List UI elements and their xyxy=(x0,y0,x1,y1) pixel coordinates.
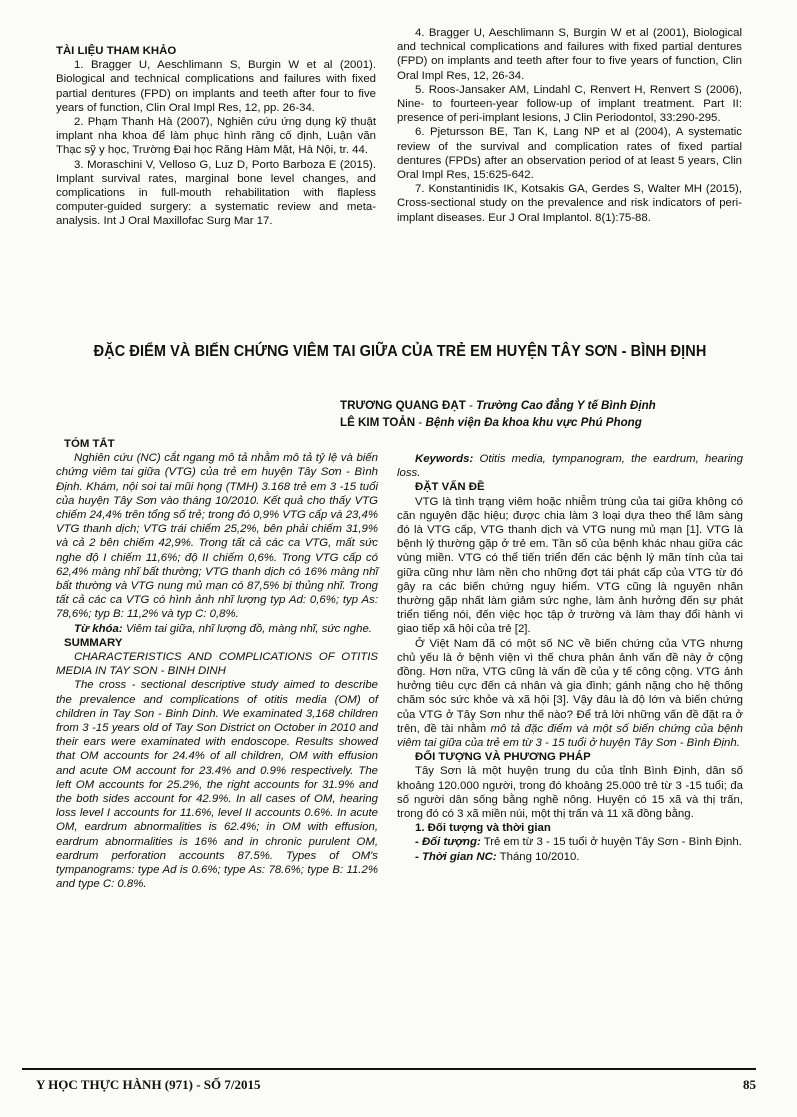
methods-subheading-1: 1. Đối tượng và thời gian xyxy=(415,822,551,835)
methods-subjects xyxy=(397,835,743,849)
subjects-text: Trẻ em từ 3 - 15 tuổi ở huyện Tây Sơn - Bình Định. xyxy=(483,836,742,849)
reference-6: 6. Pjetursson BE, Tan K, Lang NP et al (2004), A systematic review of the survival and complication rates of fixed partial dentures (FPDs) after an observation period of at least 5 years, Clin Oral Impl Res, 15:625-642. xyxy=(397,126,742,182)
keywords-en-text: Otitis media, tympanogram, the eardrum, hearing loss. xyxy=(397,453,743,480)
reference-1: 1. Bragger U, Aeschlimann S, Burgin W et al (2001). Biological and technical complications and failures with fixed partial dentures (FPD) on implants and teeth after four to five years of function, Clin Oral Impl Res, 12, pp. 26-34. xyxy=(56,59,376,114)
references-right-column xyxy=(397,26,742,225)
reference-7: 7. Konstantinidis IK, Kotsakis GA, Gerdes S, Walter MH (2015), Cross-sectional study on the prevalence and risk indicators of peri-implant diseases. Eur J Oral Implantol. 8(1):75-88. xyxy=(397,183,742,224)
abstract-vi-heading: TÓM TẮT xyxy=(64,438,115,450)
author-line-2 xyxy=(340,414,760,431)
references-heading: TÀI LIỆU THAM KHẢO xyxy=(56,45,177,57)
keywords-vi-text: Viêm tai giữa, nhĩ lượng đồ, màng nhĩ, sức nghe. xyxy=(125,622,372,635)
keywords-vi xyxy=(56,622,378,636)
time-text: Tháng 10/2010. xyxy=(499,850,580,863)
author-name: TRƯƠNG QUANG ĐẠT xyxy=(340,399,466,412)
author-separator: - xyxy=(465,399,477,412)
page-footer xyxy=(22,1068,756,1092)
journal-name: Y HỌC THỰC HÀNH (971) - SỐ 7/2015 xyxy=(36,1077,261,1092)
abstract-vi-text: Nghiên cứu (NC) cắt ngang mô tả nhằm mô tả tỷ lệ và biến chứng viêm tai giữa (VTG) của trẻ em huyện Tây Sơn - Bình Định. Khám, nội soi tai mũi họng (TMH) 3.168 trẻ em 3 -15 tuổi của huyện Tây Sơn vào tháng 10/2010. Kết quả cho thấy VTG chiếm 24,4% trên tổng số trẻ; trong đó 0,9% VTG cấp và 23,4% VTG thanh dịch; VTG trái chiếm 25,2%, bên phải chiếm 31,9% và cả 2 bên chiếm 42,9%. Trong tất cả các ca VTG, mất sức nghe độ I chiếm 11,6%; độ II chiếm 0,6%. Trong VTG cấp có 62,4% màng nhĩ bất thường; VTG thanh dịch có 16% màng nhĩ bất thường và VTG nung mủ mạn có 87,5% bị thủng nhĩ. Trong tất cả các ca VTG có hình ảnh nhĩ lượng typ Ad: 0,6%; typ As: 78,6%; typ B: 11,2% và typ C: 0,8%. xyxy=(56,452,378,621)
abstract-en-heading: SUMMARY xyxy=(64,636,123,649)
left-body-column xyxy=(56,437,378,892)
methods-heading: ĐỐI TƯỢNG VÀ PHƯƠNG PHÁP xyxy=(415,751,591,764)
author-block xyxy=(340,397,760,431)
intro-paragraph-2-text: Ở Việt Nam đã có một số NC về biến chứng của VTG nhưng chủ yếu là ở bệnh viện vì thế chưa phản ảnh vấn đề này ở cộng đồng. Hơn nữa, VTG cũng là vấn đề của y tế công cộng. VTG ảnh hưởng tiêu cực đến cá nhân và gia đình; gánh nặng cho hệ thống chăm sóc sức khỏe và xã hội [3]. Vậy đâu là độ lớn và biến chứng của VTG ở Tây Sơn như thế nào? Để trả lời những vấn đề đặt ra ở trên, đề tài nhằm xyxy=(397,637,743,735)
references-left-column xyxy=(56,44,376,229)
methods-time xyxy=(397,850,743,864)
subjects-label: - Đối tượng: xyxy=(415,836,481,849)
right-body-column xyxy=(397,452,743,864)
reference-2: 2. Phạm Thanh Hà (2007), Nghiên cứu ứng dụng kỹ thuật implant nha khoa để làm phục hình răng cố định, Luận văn Thạc sỹ y học, Trường Đại học Răng Hàm Mặt, Hà Nội, tr. 44. xyxy=(56,116,376,157)
author-affiliation: Bệnh viện Đa khoa khu vực Phú Phong xyxy=(425,416,642,429)
intro-paragraph-1: VTG là tình trạng viêm hoặc nhiễm trùng của tai giữa không có căn nguyên đặc hiệu; được chia làm 3 loại dựa theo thể lâm sàng đó là VTG cấp, VTG thanh dịch và VTG nung mủ mạn [1]. VTG là bệnh lý thường gặp ở trẻ em. Tần số của bệnh khác nhau giữa các vùng miền. VTG có thể tiến triển đến các bệnh lý mãn tính của tai giữa cũng như làm nền cho những đợt tái phát cấp của VTG từ đó gây ra các biến chứng nguy hiểm. VTG cũng là nguyên nhân thường gặp nhất làm giảm sức nghe, làm ảnh hưởng đến sự phát triển tiếng nói, đến việc học tập ở trường và làm thay đổi hành vi giao tiếp xã hội của trẻ [2]. xyxy=(397,495,743,636)
intro-aim-text: mô tả đặc điểm và một số biến chứng của bệnh viêm tai giữa của trẻ em từ 3 - 15 tuổi ở huyện Tây Sơn - Bình Định. xyxy=(397,722,744,750)
intro-paragraph-2 xyxy=(397,637,743,751)
abstract-en-title: CHARACTERISTICS AND COMPLICATIONS OF OTITIS MEDIA IN TAY SON - BINH DINH xyxy=(56,651,378,678)
author-separator: - xyxy=(415,416,426,429)
keywords-en xyxy=(397,452,743,480)
author-name: LÊ KIM TOẢN xyxy=(340,416,416,429)
methods-paragraph-1: Tây Sơn là một huyện trung du của tỉnh Bình Định, dân số khoảng 120.000 người, trong đó khoảng 25.000 trẻ từ 3 -15 tuổi; đa số người dân sống bằng nghề nông. Huyện có 15 xã và thị trấn, trong đó có 3 xã miền núi, một thị trấn và 11 xã đồng bằng. xyxy=(397,765,743,821)
keywords-vi-label: Từ khóa: xyxy=(74,622,123,635)
author-line-1 xyxy=(340,397,760,414)
time-label: - Thời gian NC: xyxy=(415,850,497,863)
reference-5: 5. Roos-Jansaker AM, Lindahl C, Renvert H, Renvert S (2006), Nine- to fourteen-year follow-up of implant treatment. Part II: presence of peri-implant lesions, J Clin Periodontol, 33:290-295. xyxy=(397,83,742,125)
page-number: 85 xyxy=(743,1077,756,1092)
keywords-en-label: Keywords: xyxy=(415,453,474,465)
abstract-en-text: The cross - sectional descriptive study aimed to describe the prevalence and complications of otitis media (OM) of children in Tay Son - Binh Dinh. We examinated 3,168 children from 3 -15 years old of Tay Son District on October in 2010 and their ears were examinated with endoscope. Results showed that OM accounts for 24.4% of all children, OM with effusion and acute OM account for 23.4% and 0.9% respectively. The left OM accounts for 25.2%, the right accounts for 31.9% and the both sides account for 42.9%. In all cases of OM, hearing loss level I accounts for 11.6%, level II accounts 0.6%. In acute OM, eardrum abnormalities is 62.4%; in OM with effusion, eardrum abnormalities is 16% and in chronic purulent OM, eardrum perforation accounts 87.5%. Types of OM's tympanograms: type Ad is 0.6%; type As: 78.6%; type B: 11.2% and type C: 0.8%. xyxy=(56,679,378,891)
article-title: ĐẶC ĐIỂM VÀ BIẾN CHỨNG VIÊM TAI GIỮA CỦA TRẺ EM HUYỆN TÂY SƠN - BÌNH ĐỊNH xyxy=(93,343,707,360)
reference-3: 3. Moraschini V, Velloso G, Luz D, Porto Barboza E (2015). Implant survival rates, marginal bone level changes, and complications in full-mouth rehabilitation with flapless computer-guided surgery: a systematic review and meta-analysis. Int J Oral Maxillofac Surg Mar 17. xyxy=(56,158,376,228)
intro-heading: ĐẶT VẤN ĐỀ xyxy=(415,481,485,494)
reference-4: 4. Bragger U, Aeschlimann S, Burgin W et al (2001), Biological and technical complications and failures with fixed partial dentures (FPD) on implants and teeth after four to five years of function, Clin Oral Impl Res, 12, 26-34. xyxy=(397,27,742,82)
author-affiliation: Trường Cao đẳng Y tế Bình Định xyxy=(476,399,656,412)
